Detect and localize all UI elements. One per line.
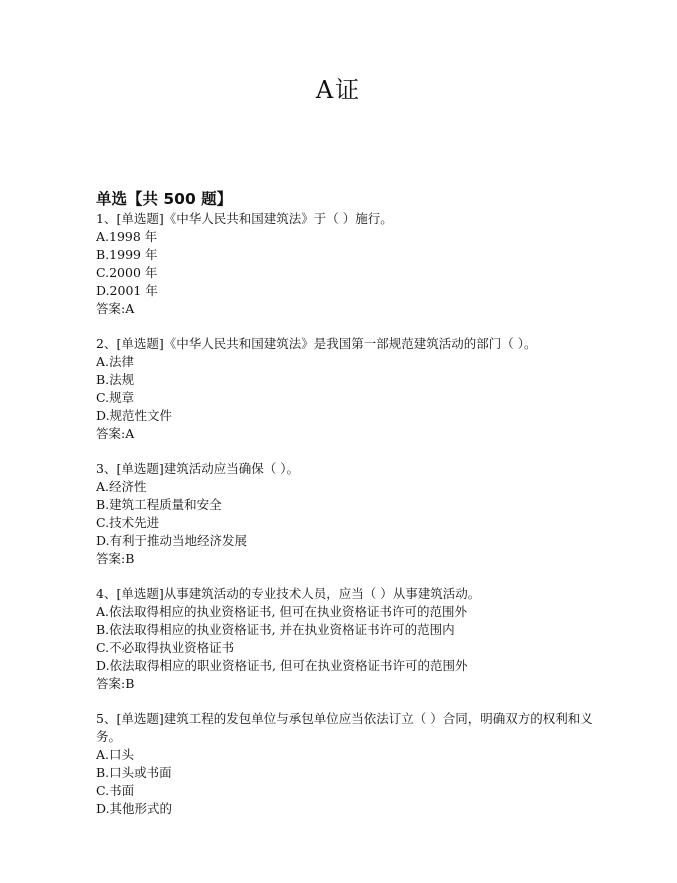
question-number: 3、 bbox=[96, 461, 117, 476]
question-1 bbox=[96, 210, 596, 318]
question-type: [单选题] bbox=[116, 336, 164, 351]
option-d: D.2001 年 bbox=[96, 283, 158, 298]
option-c: C.规章 bbox=[96, 390, 135, 405]
answer: 答案:B bbox=[96, 551, 135, 566]
option-a: A.口头 bbox=[96, 747, 135, 762]
option-b: B.法规 bbox=[96, 372, 135, 387]
option-a: A.经济性 bbox=[96, 479, 147, 494]
option-d: D.依法取得相应的职业资格证书, 但可在执业资格证书许可的范围外 bbox=[96, 658, 468, 673]
question-type: [单选题] bbox=[116, 586, 164, 601]
question-stem bbox=[96, 335, 596, 353]
option-c: C.不必取得执业资格证书 bbox=[96, 640, 235, 655]
question-stem bbox=[96, 460, 596, 478]
question-5 bbox=[96, 710, 596, 818]
question-4 bbox=[96, 585, 596, 693]
option-b: B.依法取得相应的执业资格证书, 并在执业资格证书许可的范围内 bbox=[96, 622, 455, 637]
question-text: 建筑工程的发包单位与承包单位应当依法订立（ ）合同，明确双方的权利和义务。 bbox=[96, 711, 593, 744]
question-stem bbox=[96, 710, 596, 746]
question-list bbox=[96, 188, 596, 835]
question-type: [单选题] bbox=[116, 461, 164, 476]
question-stem bbox=[96, 210, 596, 228]
question-number: 5、 bbox=[96, 711, 117, 726]
answer: 答案:B bbox=[96, 676, 135, 691]
answer: 答案:A bbox=[96, 301, 135, 316]
option-b: B.口头或书面 bbox=[96, 765, 172, 780]
option-a: A.1998 年 bbox=[96, 229, 158, 244]
option-a: A.依法取得相应的执业资格证书, 但可在执业资格证书许可的范围外 bbox=[96, 604, 467, 619]
section-heading: 单选【共 500 题】 bbox=[96, 190, 233, 208]
answer: 答案:A bbox=[96, 426, 135, 441]
question-2 bbox=[96, 335, 596, 443]
option-d: D.有利于推动当地经济发展 bbox=[96, 533, 248, 548]
option-c: C.技术先进 bbox=[96, 515, 160, 530]
question-type: [单选题] bbox=[116, 711, 164, 726]
question-text: 《中华人民共和国建筑法》于（ ）施行。 bbox=[163, 211, 393, 226]
question-number: 4、 bbox=[96, 586, 117, 601]
question-text: 《中华人民共和国建筑法》是我国第一部规范建筑活动的部门（ ）。 bbox=[163, 336, 537, 351]
question-number: 2、 bbox=[96, 336, 117, 351]
question-text: 从事建筑活动的专业技术人员，应当（ ）从事建筑活动。 bbox=[163, 586, 481, 601]
page-title: A证 bbox=[315, 76, 362, 104]
question-type: [单选题] bbox=[116, 211, 164, 226]
question-3 bbox=[96, 460, 596, 568]
option-d: D.规范性文件 bbox=[96, 408, 173, 423]
option-d: D.其他形式的 bbox=[96, 801, 173, 816]
option-b: B.建筑工程质量和安全 bbox=[96, 497, 222, 512]
option-c: C.2000 年 bbox=[96, 265, 158, 280]
option-c: C.书面 bbox=[96, 783, 135, 798]
option-b: B.1999 年 bbox=[96, 247, 158, 262]
option-a: A.法律 bbox=[96, 354, 135, 369]
question-stem bbox=[96, 585, 596, 603]
question-text: 建筑活动应当确保（ ）。 bbox=[163, 461, 299, 476]
question-number: 1、 bbox=[96, 211, 117, 226]
